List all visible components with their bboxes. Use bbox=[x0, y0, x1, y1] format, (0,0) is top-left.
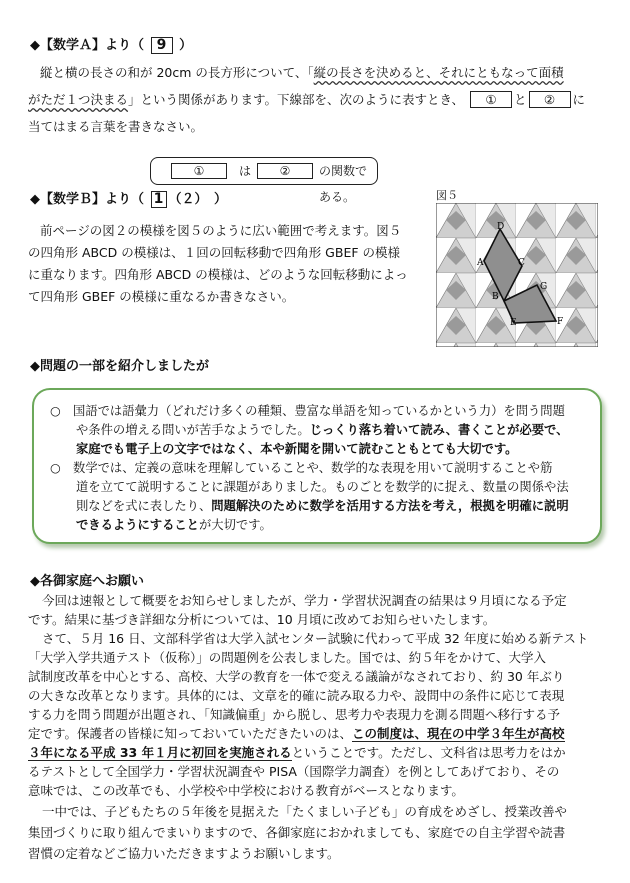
question-number-box-b: 1 bbox=[151, 191, 167, 208]
math-line-1: ○ 数学では、定義の意味を理解していることや、数学的な表現を用いて説明することや筋 bbox=[50, 461, 553, 475]
math-line-3: 則などを式に表したり、問題解決のために数学を活用する方法を考え，根拠を明確に説明 bbox=[76, 499, 569, 513]
figure-5-label: 図５ bbox=[436, 189, 458, 202]
point-f: F bbox=[557, 317, 564, 327]
section-a-line-1: 縦と横の長さの和が 20cm の長方形について、「縦の長さを決めると、それにともなって面積 bbox=[40, 65, 564, 80]
lang-line-1: ○ 国語では語彙力（どれだけ多くの種類、豊富な単語を知っているかという力）を問う問題 bbox=[50, 404, 565, 418]
request-p2-l6: 定です。保護者の皆様に知っておいていただきたいのは、この制度は、現在の中学３年生が高校 bbox=[28, 726, 565, 741]
point-g: G bbox=[540, 282, 548, 292]
fn-blank-2: ② bbox=[257, 163, 313, 179]
section-b-line-1: 前ページの図２の模様を図５のように広い範囲で考えます。図５ bbox=[40, 223, 402, 238]
request-p2-l1: さて、５月 16 日、文部科学省は大学入試センター試験に代わって平成 32 年度に始める新テスト bbox=[42, 631, 589, 646]
section-b-line-3: に重なります。四角形 ABCD の模様は、どのような回転移動によっ bbox=[28, 267, 408, 282]
request-p2-l8: るテストとして全国学力・学習状況調査や PISA（国際学力調査）を例としてあげており、その bbox=[28, 764, 560, 779]
point-d: D bbox=[497, 222, 505, 232]
request-p2-l2: 「大学入学共通テスト（仮称）」の問題例を公表しました。国では、約５年をかけて、大学入 bbox=[28, 650, 547, 665]
point-a: A bbox=[477, 258, 484, 268]
request-p1-l2: です。結果に基づき詳細な分析については、10 月頃に改めてお知らせいたします。 bbox=[28, 612, 496, 627]
point-b: B bbox=[492, 292, 499, 302]
intro-heading: ◆問題の一部を紹介しましたが bbox=[30, 359, 209, 374]
request-p3-l2: 集団づくりに取り組んでまいりますので、各御家庭におかれましても、家庭での自主学習や読書 bbox=[28, 825, 566, 840]
section-a-line-2: がただ１つ決まる」という関係があります。下線部を、次のように表すとき、 ① と ② に bbox=[28, 92, 586, 107]
request-heading: ◆各御家庭へお願い bbox=[30, 574, 144, 589]
point-e: E bbox=[510, 318, 517, 328]
request-p2-l3: 試制度改革を中心とする、高校、大学の教育を一体で変える議論がなされており、約 30 年ぶり bbox=[28, 669, 565, 684]
request-p2-l4: の大きな改革となります。具体的には、文章を的確に読み取る力や、設問中の条件に応じて表現 bbox=[28, 688, 565, 703]
request-p3-l1: 一中では、子どもたちの５年後を見据えた「たくましい子ども」の育成をめざし、授業改善や bbox=[42, 804, 568, 819]
section-b-line-2: の四角形 ABCD の模様は、１回の回転移動で四角形 GBEF の模様 bbox=[28, 245, 401, 260]
math-line-4: できるようにすることが大切です。 bbox=[76, 518, 272, 532]
blank-2-box: ② bbox=[529, 91, 571, 108]
math-line-2: 道を立てて説明することに課題がありました。ものごとを数学的に捉え、数量の関係や法 bbox=[76, 480, 569, 494]
request-p2-l5: する力を問う問題が出題され、「知識偏重」から脱し、思考力や表現力を測る問題へ移行する予 bbox=[28, 707, 561, 722]
point-c: C bbox=[518, 258, 525, 268]
section-b-line-4: て四角形 GBEF の模様に重なるか書きなさい。 bbox=[28, 289, 295, 304]
request-p2-l9: 意味では、この改革でも、小学校や中学校における教育がベースとなります。 bbox=[28, 783, 464, 798]
section-a-heading: ◆【数学Ａ】より（ 9 ） bbox=[30, 37, 193, 53]
request-p1-l1: 今回は速報として概要をお知らせしましたが、学力・学習状況調査の結果は９月頃になる予定 bbox=[42, 593, 567, 608]
blank-1-box: ① bbox=[470, 91, 512, 108]
section-b-heading: ◆【数学Ｂ】より（ 1 （２） ） bbox=[30, 191, 228, 207]
figure-5-pattern bbox=[436, 203, 598, 347]
request-p2-l7: ３年になる平成 33 年１月に初回を実施されるということです。ただし、文科省は思考力をはか bbox=[28, 745, 566, 760]
summary-box bbox=[32, 388, 602, 544]
lang-line-3: 家庭でも電子上の文字ではなく、本や新聞を開いて読むこともとても大切です。 bbox=[76, 442, 518, 456]
section-a-line-3: 当てはまる言葉を書きなさい。 bbox=[28, 119, 204, 134]
lang-line-2: や条件の増える問いが苦手なようでした。じっくり落ち着いて読み、書くことが必要で、 bbox=[76, 423, 569, 437]
request-p3-l3: 習慣の定着などご協力いただきますようお願いします。 bbox=[28, 846, 340, 861]
fn-blank-1: ① bbox=[171, 163, 227, 179]
function-statement-box: ① は ② の関数である。 bbox=[150, 157, 378, 185]
question-number-box: 9 bbox=[151, 37, 173, 54]
